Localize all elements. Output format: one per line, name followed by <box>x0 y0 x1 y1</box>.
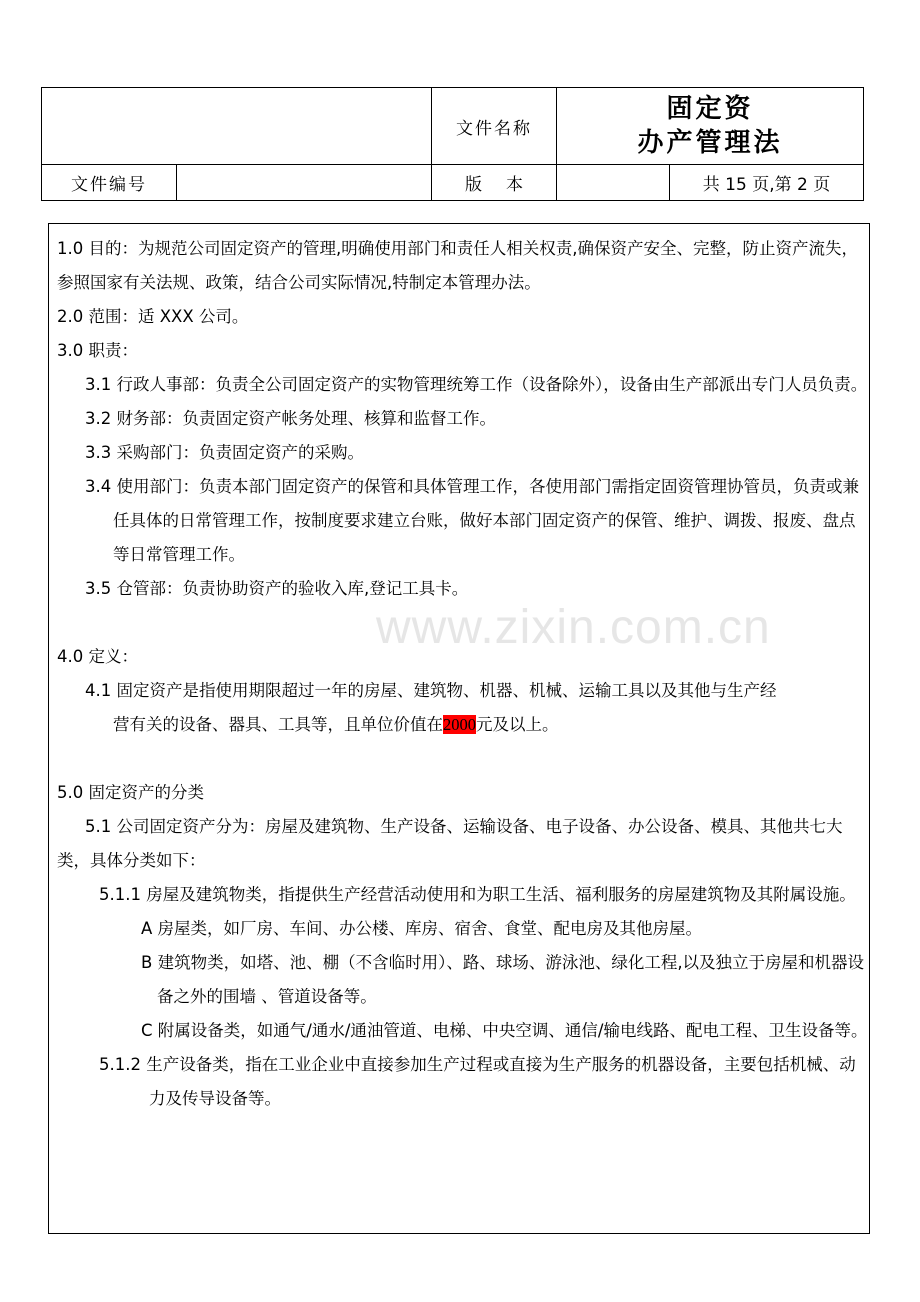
section-4-1-line2 <box>57 708 869 742</box>
document-body <box>57 232 869 1116</box>
section-3-4: 3.4 使用部门：负责本部门固定资产的保管和具体管理工作，各使用部门需指定固资管理协管员，负责或兼任具体的日常管理工作，按制度要求建立台账，做好本部门固定资产的保管、维护、调拨、报废、盘点等日常管理工作。 <box>85 477 859 564</box>
header-blank-cell <box>42 88 432 165</box>
section-4-1-line1: 4.1 固定资产是指使用期限超过一年的房屋、建筑物、机器、机械、运输工具以及其他与生产经 <box>85 681 777 700</box>
section-5-1: 5.1 公司固定资产分为：房屋及建筑物、生产设备、运输设备、电子设备、办公设备、模具、其他共七大类，具体分类如下： <box>57 817 843 870</box>
title-line-1: 固定资 <box>666 94 754 124</box>
page-info: 共 15 页,第 2 页 <box>670 165 864 201</box>
section-5-1-1: 5.1.1 房屋及建筑物类，指提供生产经营活动使用和为职工生活、福利服务的房屋建筑物及其附属设施。 <box>99 885 856 904</box>
section-5-1-1-b: B 建筑物类，如塔、池、棚（不含临时用）、路、球场、游泳池、绿化工程,以及独立于房屋和机器设备之外的围墙 、管道设备等。 <box>141 953 865 1006</box>
title-line-2: 办产管理法 <box>637 128 783 158</box>
watermark: www.zixin.com.cn <box>376 601 771 654</box>
section-4-1-tail: 元及以上。 <box>476 715 559 734</box>
section-4-definition: 4.0 定义： <box>57 647 138 666</box>
section-2-scope: 2.0 范围：适 XXX 公司。 <box>57 307 249 326</box>
spacer <box>57 606 869 640</box>
section-5-1-1-c: C 附属设备类，如通气/通水/通油管道、电梯、中央空调、通信/输电线路、配电工程、卫生设备等。 <box>141 1021 868 1040</box>
doc-number-label: 文件编号 <box>42 165 177 201</box>
section-3-1: 3.1 行政人事部：负责全公司固定资产的实物管理统筹工作（设备除外），设备由生产部派出专门人员负责。 <box>85 375 868 394</box>
highlighted-value: 2000 <box>443 715 476 734</box>
section-5-1-1-a: A 房屋类，如厂房、车间、办公楼、库房、宿舍、食堂、配电房及其他房屋。 <box>141 919 703 938</box>
spacer <box>57 742 869 776</box>
document-title <box>557 88 864 165</box>
section-3-2: 3.2 财务部：负责固定资产帐务处理、核算和监督工作。 <box>85 409 496 428</box>
version-label: 版本 <box>432 165 557 201</box>
document-header-table <box>41 87 864 201</box>
section-3-responsibilities: 3.0 职责： <box>57 341 138 360</box>
section-3-5: 3.5 仓管部：负责协助资产的验收入库,登记工具卡。 <box>85 579 469 598</box>
doc-number-value <box>177 165 432 201</box>
section-3-3: 3.3 采购部门：负责固定资产的采购。 <box>85 443 364 462</box>
section-5-classification: 5.0 固定资产的分类 <box>57 783 204 802</box>
section-5-1-2: 5.1.2 生产设备类，指在工业企业中直接参加生产过程或直接为生产服务的机器设备，主要包括机械、动力及传导设备等。 <box>99 1055 856 1108</box>
doc-name-label: 文件名称 <box>432 88 557 165</box>
version-value <box>557 165 670 201</box>
section-4-1-text: 营有关的设备、器具、工具等，且单位价值在 <box>113 715 443 734</box>
section-1-purpose: 1.0 目的：为规范公司固定资产的管理,明确使用部门和责任人相关权责,确保资产安全、完整，防止资产流失，参照国家有关法规、政策，结合公司实际情况,特制定本管理办法。 <box>57 239 858 292</box>
